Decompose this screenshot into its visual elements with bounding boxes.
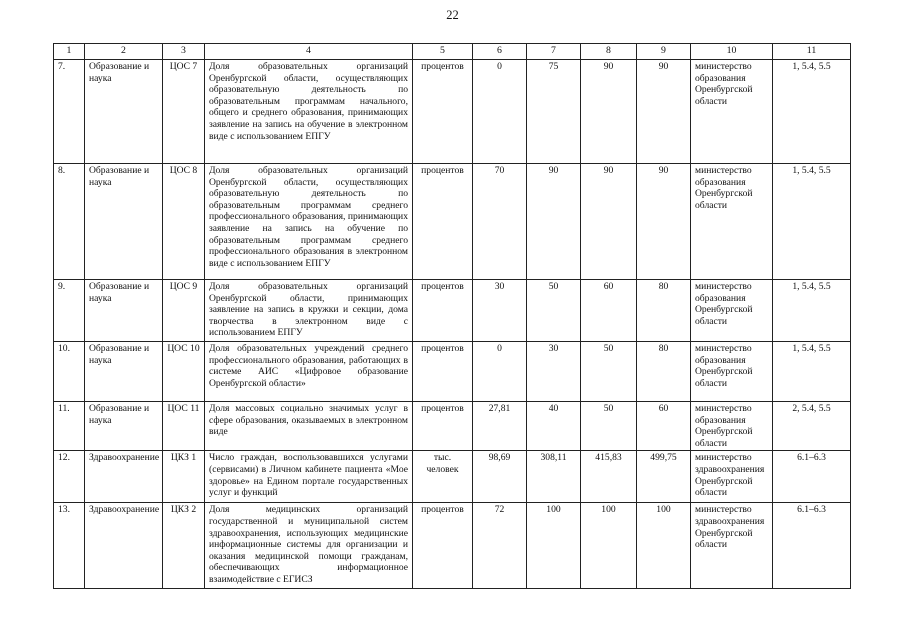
unit-cell: тыс. человек <box>413 451 473 503</box>
sphere-cell: Образование и наука <box>85 342 163 402</box>
code-cell: ЦКЗ 2 <box>163 503 205 589</box>
indicator-cell: Доля массовых социально значимых услуг в сфере образования, оказываемых в электронном виде <box>205 402 413 451</box>
header-cell: 1 <box>54 44 85 60</box>
header-cell: 11 <box>773 44 851 60</box>
value-cell: 90 <box>527 164 581 280</box>
value-cell: 499,75 <box>637 451 691 503</box>
responsible-cell: министерство образования Оренбургской области <box>691 164 773 280</box>
table-row <box>54 503 851 589</box>
row-number: 9. <box>54 280 85 342</box>
header-cell: 4 <box>205 44 413 60</box>
header-cell: 5 <box>413 44 473 60</box>
value-cell: 50 <box>527 280 581 342</box>
row-number: 12. <box>54 451 85 503</box>
value-cell: 50 <box>581 402 637 451</box>
value-cell: 75 <box>527 60 581 164</box>
code-cell: ЦОС 11 <box>163 402 205 451</box>
sphere-cell: Образование и наука <box>85 280 163 342</box>
row-number: 11. <box>54 402 85 451</box>
indicator-cell: Доля медицинских организаций государственной и муниципальной систем здравоохранения, использующих медицинские информационные системы для организации и оказания медицинской помощи гражданам, обеспечивающих информационное взаимодействие с ЕГИСЗ <box>205 503 413 589</box>
value-cell: 90 <box>637 60 691 164</box>
row-number: 7. <box>54 60 85 164</box>
header-cell: 3 <box>163 44 205 60</box>
unit-cell: процентов <box>413 402 473 451</box>
value-cell: 60 <box>637 402 691 451</box>
value-cell: 90 <box>581 164 637 280</box>
indicator-cell: Доля образовательных организаций Оренбургской области, принимающих заявление на запись в кружки и секции, дома творчества в электронном виде с использованием ЕПГУ <box>205 280 413 342</box>
header-cell: 8 <box>581 44 637 60</box>
value-cell: 30 <box>527 342 581 402</box>
value-cell: 98,69 <box>473 451 527 503</box>
reference-cell: 1, 5.4, 5.5 <box>773 342 851 402</box>
table-row <box>54 60 851 164</box>
table-row <box>54 402 851 451</box>
sphere-cell: Образование и наука <box>85 402 163 451</box>
value-cell: 0 <box>473 60 527 164</box>
header-cell: 9 <box>637 44 691 60</box>
reference-cell: 2, 5.4, 5.5 <box>773 402 851 451</box>
reference-cell: 6.1–6.3 <box>773 451 851 503</box>
responsible-cell: министерство образования Оренбургской области <box>691 342 773 402</box>
value-cell: 90 <box>637 164 691 280</box>
indicator-cell: Доля образовательных учреждений среднего профессионального образования, работающих в системе АИС «Цифровое образование Оренбургской области» <box>205 342 413 402</box>
code-cell: ЦОС 8 <box>163 164 205 280</box>
value-cell: 100 <box>637 503 691 589</box>
sphere-cell: Образование и наука <box>85 164 163 280</box>
value-cell: 70 <box>473 164 527 280</box>
value-cell: 30 <box>473 280 527 342</box>
sphere-cell: Образование и наука <box>85 60 163 164</box>
value-cell: 40 <box>527 402 581 451</box>
responsible-cell: министерство образования Оренбургской области <box>691 402 773 451</box>
reference-cell: 1, 5.4, 5.5 <box>773 280 851 342</box>
code-cell: ЦОС 7 <box>163 60 205 164</box>
indicator-cell: Доля образовательных организаций Оренбургской области, осуществляющих образовательную деятельность по образовательным программам среднего профессионального образования, принимающих заявление на запись на обучение по образовательным программам среднего профессионального образования в электронном виде с использованием ЕПГУ <box>205 164 413 280</box>
value-cell: 415,83 <box>581 451 637 503</box>
sphere-cell: Здравоохранение <box>85 451 163 503</box>
value-cell: 100 <box>581 503 637 589</box>
indicator-cell: Число граждан, воспользовавшихся услугами (сервисами) в Личном кабинете пациента «Мое здоровье» на Едином портале государственных услуг и функций <box>205 451 413 503</box>
unit-cell: процентов <box>413 164 473 280</box>
value-cell: 80 <box>637 342 691 402</box>
unit-cell: процентов <box>413 503 473 589</box>
code-cell: ЦКЗ 1 <box>163 451 205 503</box>
value-cell: 50 <box>581 342 637 402</box>
header-cell: 10 <box>691 44 773 60</box>
unit-cell: процентов <box>413 280 473 342</box>
value-cell: 100 <box>527 503 581 589</box>
table-row <box>54 342 851 402</box>
header-cell: 6 <box>473 44 527 60</box>
table-row <box>54 451 851 503</box>
responsible-cell: министерство образования Оренбургской области <box>691 280 773 342</box>
header-cell: 7 <box>527 44 581 60</box>
indicator-cell: Доля образовательных организаций Оренбургской области, осуществляющих образовательную деятельность по образовательным программам начального, общего и среднего образования, принимающих заявление на запись на обучение в электронном виде с использованием ЕПГУ <box>205 60 413 164</box>
responsible-cell: министерство здравоохранения Оренбургской области <box>691 451 773 503</box>
value-cell: 90 <box>581 60 637 164</box>
reference-cell: 1, 5.4, 5.5 <box>773 164 851 280</box>
code-cell: ЦОС 10 <box>163 342 205 402</box>
code-cell: ЦОС 9 <box>163 280 205 342</box>
reference-cell: 6.1–6.3 <box>773 503 851 589</box>
responsible-cell: министерство здравоохранения Оренбургской области <box>691 503 773 589</box>
page-number: 22 <box>446 8 459 22</box>
row-number: 8. <box>54 164 85 280</box>
header-cell: 2 <box>85 44 163 60</box>
indicators-table <box>53 43 851 589</box>
value-cell: 72 <box>473 503 527 589</box>
responsible-cell: министерство образования Оренбургской области <box>691 60 773 164</box>
row-number: 13. <box>54 503 85 589</box>
value-cell: 308,11 <box>527 451 581 503</box>
sphere-cell: Здравоохранение <box>85 503 163 589</box>
header-row <box>54 44 851 60</box>
value-cell: 60 <box>581 280 637 342</box>
value-cell: 80 <box>637 280 691 342</box>
table-row <box>54 164 851 280</box>
value-cell: 27,81 <box>473 402 527 451</box>
table-row <box>54 280 851 342</box>
row-number: 10. <box>54 342 85 402</box>
reference-cell: 1, 5.4, 5.5 <box>773 60 851 164</box>
unit-cell: процентов <box>413 60 473 164</box>
unit-cell: процентов <box>413 342 473 402</box>
value-cell: 0 <box>473 342 527 402</box>
